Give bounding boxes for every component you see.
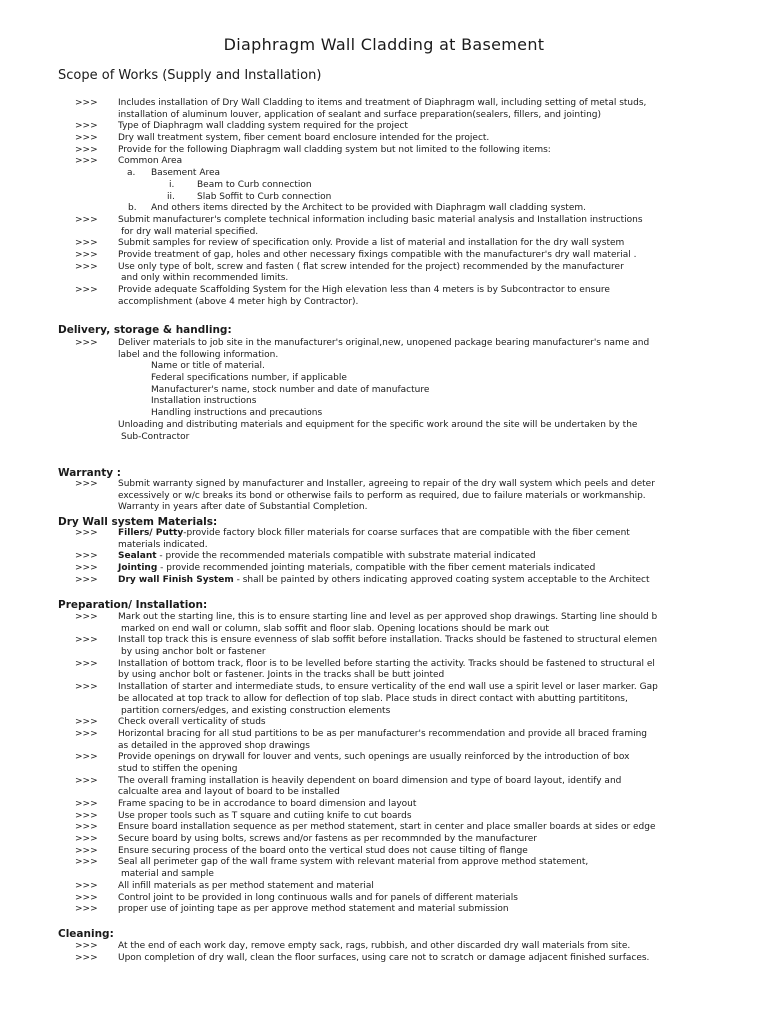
info-item: [0, 408, 768, 420]
list-text: Mark out the starting line, this is to ensure starting line and level as per approved shop drawings. Starting line should b: [118, 612, 658, 622]
sub-item-label: a.: [127, 168, 136, 179]
list-item-continuation: [0, 491, 768, 503]
list-text: Installation of starter and intermediate studs, to ensure verticality of the end wall use a spirit level or laser marker. Gap: [118, 682, 658, 693]
list-text: Installation of bottom track, floor is to be levelled before starting the activity. Tracks should be fastened to structural el: [118, 658, 655, 669]
material-text: - provide recommended jointing materials, compatible with the fiber cement materials indicated: [157, 563, 596, 574]
bullet-arrow: >>>: [75, 528, 98, 538]
info-text: Installation instructions: [151, 396, 257, 407]
document-title: Diaphragm Wall Cladding at Basement: [223, 35, 545, 54]
sub-sub-item: [0, 192, 768, 204]
list-item: [0, 575, 768, 587]
list-text: Horizontal bracing for all stud partitions to be as per manufacturer's recommendation and provide all braced framing: [118, 728, 648, 739]
list-text: accomplishment (above 4 meter high by Contractor).: [118, 296, 359, 307]
list-item-continuation: [0, 706, 768, 718]
list-text: At the end of each work day, remove empty sack, rags, rubbish, and other discarded dry wall materials from site.: [118, 941, 631, 951]
info-item: [0, 361, 768, 373]
list-item-continuation: [0, 647, 768, 659]
list-item: [0, 215, 768, 227]
list-item: [0, 98, 768, 110]
bullet-arrow: >>>: [75, 857, 98, 868]
list-text: Common Area: [118, 156, 183, 167]
list-text: Deliver materials to job site in the manufacturer's original,new, unopened package bearing manufacturer's name and: [118, 338, 650, 348]
list-text: installation of aluminum louver, application of sealant and surface preparation(sealers, fillers, and jointing): [118, 109, 602, 120]
list-text: label and the following information.: [118, 349, 279, 360]
info-item: [0, 373, 768, 385]
list-item-continuation: [0, 764, 768, 776]
delivery-list: [0, 338, 768, 443]
list-item-continuation: [0, 624, 768, 636]
sub-item: [0, 203, 768, 215]
list-text: Secure board by using bolts, screws and/or fastens as per recommnded by the manufacturer: [118, 834, 537, 845]
list-item: [0, 145, 768, 157]
list-text: by using anchor bolt or fastener: [121, 647, 266, 658]
list-text: Frame spacing to be in accrodance to board dimension and layout: [118, 799, 417, 809]
list-item: [0, 551, 768, 563]
bullet-arrow: >>>: [75, 892, 98, 903]
list-text: Upon completion of dry wall, clean the floor surfaces, using care not to scratch or damage adjacent finished surfaces.: [118, 952, 650, 963]
list-item: [0, 250, 768, 262]
list-item: [0, 893, 768, 905]
list-text: for dry wall material specified.: [121, 226, 259, 237]
list-text: All infill materials as per method statement and material: [118, 880, 374, 891]
list-item: [0, 941, 768, 953]
sub-item-text: Beam to Curb connection: [197, 179, 312, 190]
info-text: Manufacturer's name, stock number and date of manufacture: [151, 384, 430, 395]
list-text: Use proper tools such as T square and cutiing knife to cut boards: [118, 810, 412, 821]
list-item: [0, 338, 768, 350]
sub-item-label: i.: [169, 179, 175, 190]
bullet-arrow: >>>: [75, 799, 98, 809]
bullet-arrow: >>>: [75, 810, 98, 821]
list-item: [0, 834, 768, 846]
list-text: Ensure board installation sequence as per method statement, start in center and place smaller boards at sides or edge: [118, 822, 656, 833]
list-item-continuation: [0, 741, 768, 753]
bullet-arrow: >>>: [75, 658, 98, 669]
preparation-list: [0, 612, 768, 916]
sub-item: [0, 168, 768, 180]
list-text: Warranty in years after date of Substantial Completion.: [118, 502, 368, 513]
list-text: calcualte area and layout of board to be installed: [118, 787, 340, 798]
material-label: Sealant: [118, 551, 157, 562]
page-right-margin: [667, 0, 768, 1024]
list-text: and only within recommended limits.: [121, 273, 289, 284]
list-item: [0, 635, 768, 647]
list-item-continuation: [0, 273, 768, 285]
list-text: Provide openings on drywall for louver and vents, such openings are usually reinforced by the introduction of box: [118, 752, 630, 763]
bullet-arrow: >>>: [75, 249, 98, 260]
list-item-continuation: [0, 297, 768, 309]
list-item: [0, 846, 768, 858]
warranty-list: [0, 479, 768, 514]
list-text: Dry wall treatment system, fiber cement board enclosure intended for the project.: [118, 133, 490, 144]
bullet-arrow: >>>: [75, 156, 98, 167]
list-item: [0, 479, 768, 491]
list-text: Submit manufacturer's complete technical information including basic material analysis and Installation instructions: [118, 214, 643, 225]
bullet-arrow: >>>: [75, 133, 98, 144]
list-item: [0, 238, 768, 250]
scope-heading: Scope of Works (Supply and Installation): [58, 68, 322, 83]
cleaning-heading: Cleaning:: [58, 928, 114, 940]
bullet-arrow: >>>: [75, 822, 98, 833]
list-item: [0, 904, 768, 916]
list-text: Provide for the following Diaphragm wall cladding system but not limited to the following items:: [118, 144, 551, 155]
cleaning-list: [0, 941, 768, 964]
list-item: [0, 857, 768, 869]
list-item: [0, 156, 768, 168]
bullet-arrow: >>>: [75, 338, 98, 348]
list-item-continuation: [0, 420, 768, 432]
list-text: Install top track this is ensure evenness of slab soffit before installation. Tracks should be fastened to structural elemen: [118, 635, 658, 646]
list-text: partition corners/edges, and existing construction elements: [121, 705, 391, 716]
material-text: - provide the recommended materials compatible with substrate material indicated: [156, 551, 536, 562]
list-item: [0, 121, 768, 133]
warranty-heading: Warranty :: [58, 467, 121, 479]
bullet-arrow: >>>: [75, 551, 98, 562]
list-text: proper use of jointing tape as per approve method statement and material submission: [118, 904, 509, 915]
info-text: Federal specifications number, if applicable: [151, 373, 347, 384]
list-item-continuation: [0, 787, 768, 799]
list-text: materials indicated.: [118, 539, 208, 550]
material-label: Fillers/ Putty: [118, 528, 184, 538]
sub-item-text: Basement Area: [151, 168, 221, 179]
bullet-arrow: >>>: [75, 834, 98, 845]
bullet-arrow: >>>: [75, 285, 98, 295]
sub-item-text: And others items directed by the Architect to be provided with Diaphragm wall cladding system.: [151, 203, 586, 214]
list-text: The overall framing installation is heavily dependent on board dimension and type of board layout, identify and: [118, 775, 622, 786]
list-item: [0, 682, 768, 694]
list-text: Unloading and distributing materials and equipment for the specific work around the site will be undertaken by the: [118, 419, 638, 430]
list-item: [0, 953, 768, 965]
list-item: [0, 563, 768, 575]
preparation-heading: Preparation/ Installation:: [58, 599, 208, 611]
bullet-arrow: >>>: [75, 238, 98, 249]
list-text: Submit warranty signed by manufacturer and Installer, agreeing to repair of the dry wall system which peels and deter: [118, 479, 655, 489]
info-text: Handling instructions and precautions: [151, 408, 323, 419]
list-item-continuation: [0, 869, 768, 881]
info-text: Name or title of material.: [151, 361, 265, 372]
materials-list: [0, 528, 768, 586]
list-text: marked on end wall or column, slab soffit and floor slab. Opening locations should be mark out: [121, 623, 549, 634]
list-item: [0, 799, 768, 811]
list-text: Ensure securing process of the board onto the vertical stud does not cause tilting of flange: [118, 845, 528, 856]
list-text: Type of Diaphragm wall cladding system required for the project: [118, 121, 408, 132]
list-text: Seal all perimeter gap of the wall frame system with relevant material from approve method statement,: [118, 857, 589, 868]
info-item: [0, 385, 768, 397]
list-text: Provide adequate Scaffolding System for the High elevation less than 4 meters is by Subcontractor to ensure: [118, 285, 610, 295]
bullet-arrow: >>>: [75, 214, 98, 225]
info-item: [0, 396, 768, 408]
bullet-arrow: >>>: [75, 612, 98, 622]
bullet-arrow: >>>: [75, 880, 98, 891]
list-text: Use only type of bolt, screw and fasten ( flat screw intended for the project) recommended by the manufacturer: [118, 261, 624, 272]
bullet-arrow: >>>: [75, 728, 98, 739]
list-text: stud to stiffen the opening: [118, 763, 238, 774]
list-text: material and sample: [121, 869, 214, 880]
list-text: Includes installation of Dry Wall Cladding to items and treatment of Diaphragm wall, including setting of metal studs,: [118, 98, 647, 108]
list-item: [0, 659, 768, 671]
list-item-continuation: [0, 227, 768, 239]
list-item-continuation: [0, 432, 768, 444]
bullet-arrow: >>>: [75, 717, 98, 728]
bullet-arrow: >>>: [75, 941, 98, 951]
bullet-arrow: >>>: [75, 952, 98, 963]
list-item-continuation: [0, 670, 768, 682]
list-text: Check overall verticality of studs: [118, 717, 266, 728]
bullet-arrow: >>>: [75, 635, 98, 646]
sub-sub-item: [0, 180, 768, 192]
delivery-heading: Delivery, storage & handling:: [58, 324, 232, 336]
material-label: Jointing: [118, 563, 158, 574]
material-text: -provide factory block filler materials for coarse surfaces that are compatible with the fiber cement: [183, 528, 630, 538]
bullet-arrow: >>>: [75, 261, 98, 272]
bullet-arrow: >>>: [75, 479, 98, 489]
scope-list: [0, 98, 768, 308]
list-item: [0, 729, 768, 741]
list-text: be allocated at top track to allow for deflection of top slab. Place studs in direct contact with abutting partititons,: [118, 693, 628, 704]
list-item: [0, 881, 768, 893]
list-item: [0, 717, 768, 729]
list-text: excessively or w/c breaks its bond or otherwise fails to perform as required, due to failure materials or workmanship.: [118, 490, 646, 501]
list-item: [0, 752, 768, 764]
sub-item-label: ii.: [167, 191, 175, 202]
material-label: Dry wall Finish System: [118, 574, 234, 585]
materials-heading: Dry Wall system Materials:: [58, 516, 218, 528]
bullet-arrow: >>>: [75, 98, 98, 108]
list-item: [0, 822, 768, 834]
bullet-arrow: >>>: [75, 563, 98, 574]
bullet-arrow: >>>: [75, 904, 98, 915]
list-text: Sub-Contractor: [121, 431, 190, 442]
list-text: as detailed in the approved shop drawings: [118, 740, 310, 751]
list-item-continuation: [0, 110, 768, 122]
bullet-arrow: >>>: [75, 845, 98, 856]
list-item-continuation: [0, 350, 768, 362]
list-text: Submit samples for review of specification only. Provide a list of material and installation for the dry wall system: [118, 238, 625, 249]
material-text: - shall be painted by others indicating approved coating system acceptable to the Architect: [233, 574, 650, 585]
list-item: [0, 528, 768, 540]
list-item: [0, 776, 768, 788]
list-item: [0, 612, 768, 624]
list-item: [0, 285, 768, 297]
bullet-arrow: >>>: [75, 574, 98, 585]
bullet-arrow: >>>: [75, 682, 98, 693]
bullet-arrow: >>>: [75, 752, 98, 763]
bullet-arrow: >>>: [75, 144, 98, 155]
list-item: [0, 133, 768, 145]
list-text: by using anchor bolt or fastener. Joints in the tracks shall be butt jointed: [118, 670, 445, 681]
list-item-continuation: [0, 694, 768, 706]
bullet-arrow: >>>: [75, 121, 98, 132]
list-item: [0, 811, 768, 823]
list-text: Provide treatment of gap, holes and other necessary fixings compatible with the manufacturer's dry wall material .: [118, 249, 637, 260]
list-item-continuation: [0, 540, 768, 552]
sub-item-label: b.: [128, 203, 137, 214]
list-item: [0, 262, 768, 274]
list-item-continuation: [0, 502, 768, 514]
sub-item-text: Slab Soffit to Curb connection: [197, 191, 332, 202]
bullet-arrow: >>>: [75, 775, 98, 786]
list-text: Control joint to be provided in long continuous walls and for panels of different materials: [118, 892, 518, 903]
